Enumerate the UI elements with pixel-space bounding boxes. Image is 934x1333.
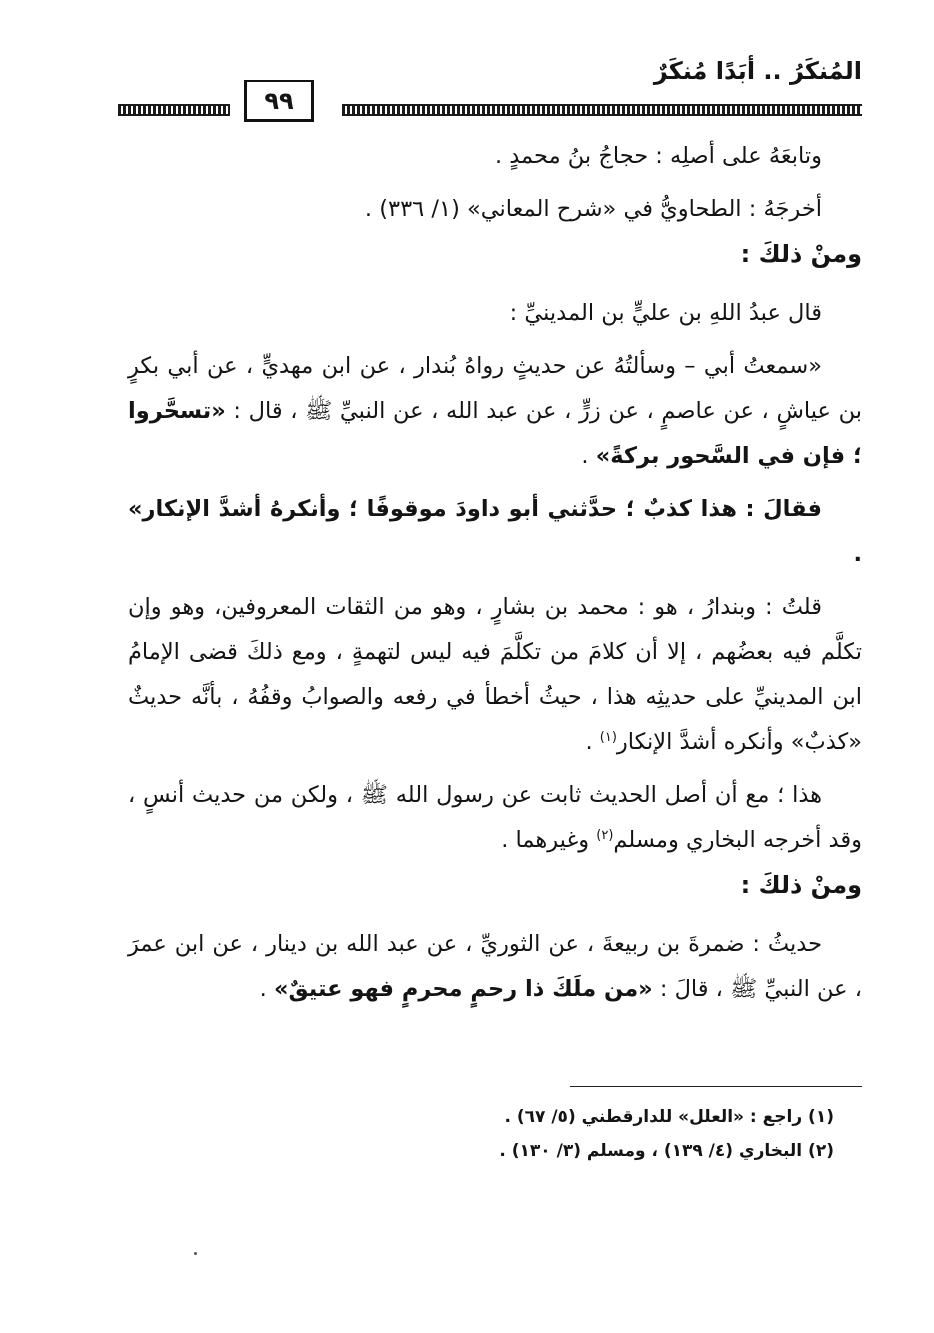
footnote-separator (570, 1086, 862, 1087)
commentary-text: قلتُ : وبندارُ ، هو : محمد بن بشارٍ ، وهو من الثقات المعروفين، وهو وإن تكلَّم فيه بعضُهم ، إلا أن كلامَ من تكلَّمَ فيه ليس لتهمةٍ ، ومع ذلكَ قضى الإمامُ ابن المدينيِّ على حديثِه هذا ، حيثُ أخطأ في رفعه والصوابُ وقفُهُ ، بأنَّه حديثٌ «كذبٌ» وأنكره أشدَّ الإنكار (128, 594, 862, 755)
commentary-end: . (585, 729, 600, 755)
paragraph-takhrij: أخرجَهُ : الطحاويُّ في «شرح المعاني» (١/ ٣٣٦) . (364, 196, 822, 222)
body-text (128, 134, 862, 1012)
paragraph-narrator-intro: قال عبدُ اللهِ بن عليٍّ بن المدينيِّ : (509, 300, 822, 326)
footnote-marker-1: (١) (599, 730, 617, 745)
paragraph-commentary (128, 585, 862, 765)
paragraph-verdict (128, 487, 862, 577)
running-header-title: المُنكَرُ .. أبَدًا مُنكَرٌ (653, 57, 862, 85)
paragraph-follow-up: وتابعَهُ على أصلِه : حجاجُ بنُ محمدٍ . (494, 143, 822, 169)
narration-end: . (581, 443, 596, 469)
hadith-2-text: «من ملَكَ ذا رحمٍ محرمٍ فهو عتيقٌ» (273, 976, 653, 1002)
note-text: هذا ؛ مع أن أصل الحديث ثابت عن رسول الله ﷺ ، ولكن من حديث أنسٍ ، وقد أخرجه البخاري ومسلم (128, 782, 862, 853)
page-number: ٩٩ (244, 80, 314, 122)
hadith-2-chain: حديثُ : ضمرةَ بن ربيعةَ ، عن الثوريِّ ، عن عبد الله بن دينار ، عن ابن عمرَ ، عن النبيِّ ﷺ ، قالَ : (128, 931, 862, 1002)
section-heading: ومنْ ذلكَ : (740, 240, 862, 268)
paragraph-narration (128, 344, 862, 479)
verdict-quote: هذا كذبٌ ؛ حدَّثني أبو داودَ موقوفًا ؛ وأنكرهُ أشدَّ الإنكار» . (128, 496, 862, 567)
footnote-2: (٢) البخاري (٤/ ١٣٩) ، ومسلم (٣/ ١٣٠) . (499, 1141, 834, 1161)
hadith-text: «تسحَّروا ؛ فإن في السَّحور بركةً» (128, 398, 862, 469)
verdict-lead: فقالَ : (736, 496, 822, 522)
footnote-marker-2: (٢) (596, 828, 614, 843)
paragraph-hadith-2 (128, 922, 862, 1012)
header-rule-right (342, 104, 862, 116)
header-rule-left (118, 104, 230, 116)
note-end: وغيرهما . (501, 827, 597, 853)
narration-chain: «سمعتُ أبي – وسألتُهُ عن حديثٍ رواهُ بُندار ، عن ابن مهديٍّ ، عن أبي بكرٍ بن عياشٍ ، عن عاصمٍ ، عن زرٍّ ، عن عبد الله ، عن النبيِّ ﷺ ، قال : (128, 353, 862, 424)
hadith-2-end: . (259, 976, 274, 1002)
section-heading-2: ومنْ ذلكَ : (740, 871, 862, 899)
paper-speck (194, 1252, 197, 1255)
paragraph-note (128, 773, 862, 863)
footnote-1: (١) راجع : «العلل» للدارقطني (٥/ ٦٧) . (504, 1107, 834, 1127)
footnotes (128, 1100, 834, 1168)
